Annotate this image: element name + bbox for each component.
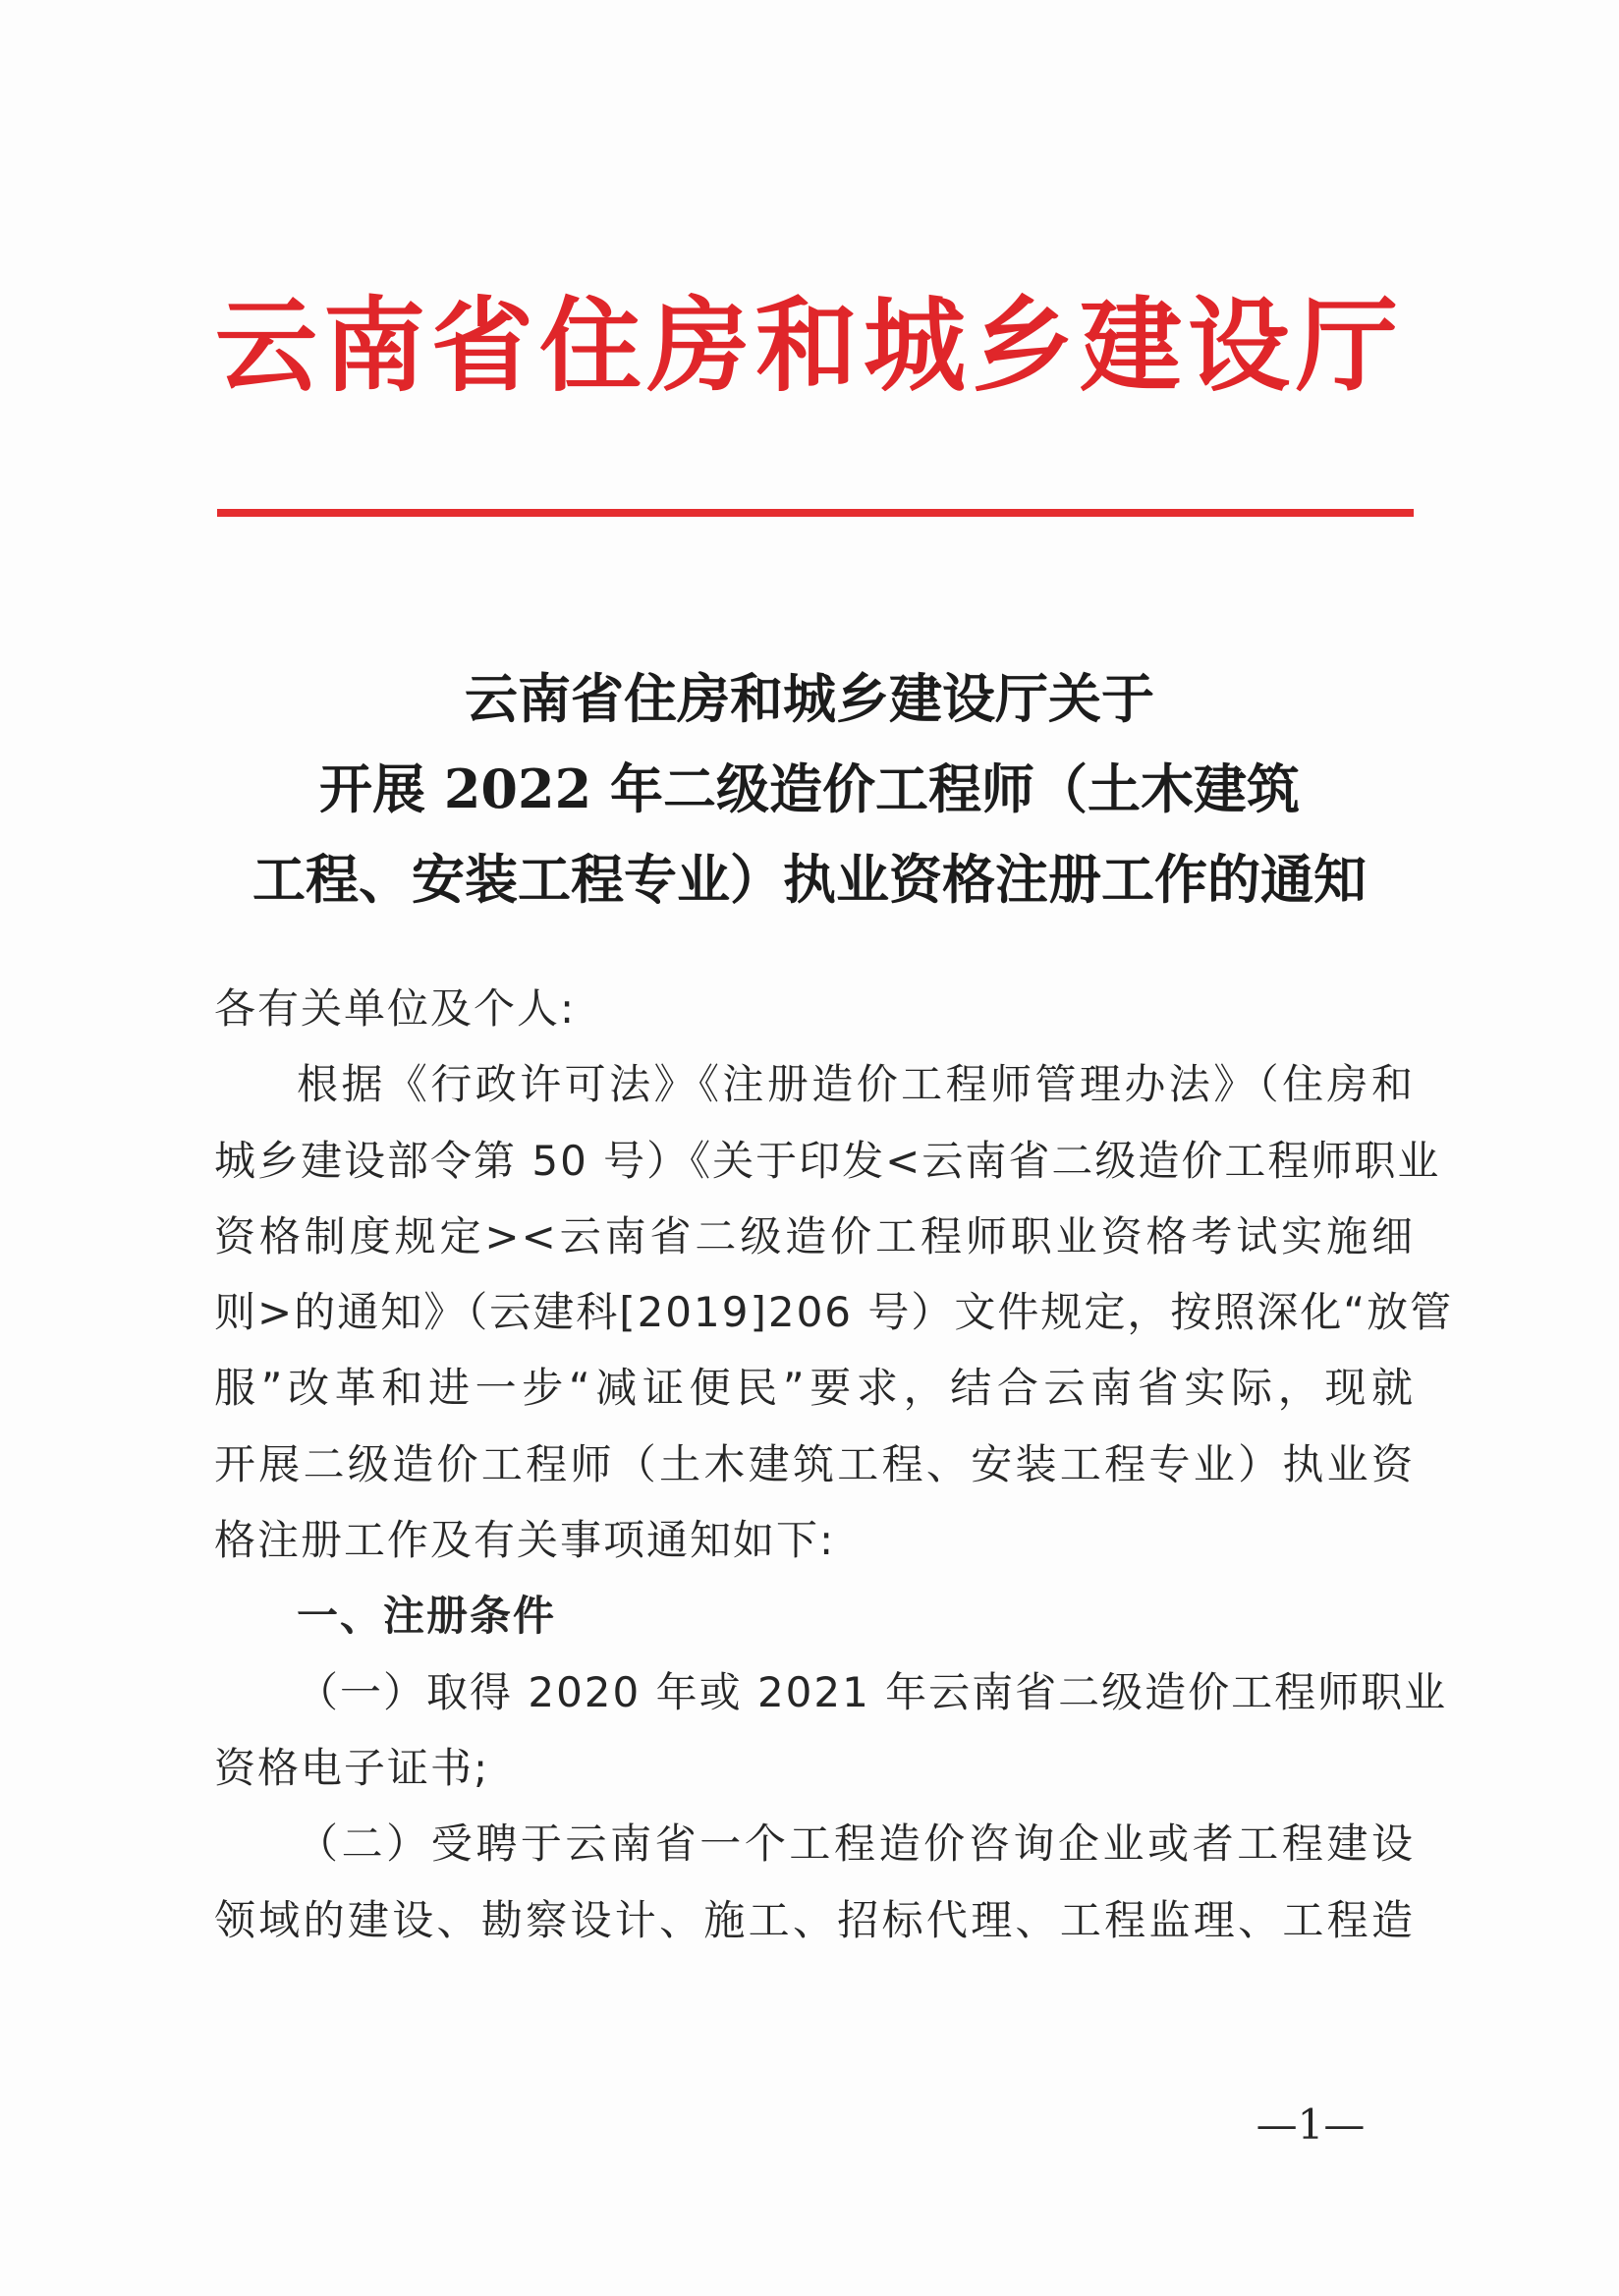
document-body bbox=[214, 971, 1454, 1958]
title-line: 云南省住房和城乡建设厅关于 bbox=[465, 667, 1154, 730]
paragraph-line: 资格制度规定><云南省二级造价工程师职业资格考试实施细 bbox=[214, 1211, 1415, 1260]
page-number: —1— bbox=[1256, 2100, 1366, 2149]
title-line: 开展 2022 年二级造价工程师（土木建筑 bbox=[319, 757, 1300, 820]
salutation: 各有关单位及个人: bbox=[214, 984, 577, 1033]
letterhead-red-divider bbox=[217, 509, 1414, 517]
paragraph-line: 开展二级造价工程师（土木建筑工程、安装工程专业）执业资 bbox=[214, 1439, 1415, 1488]
section-heading: 一、注册条件 bbox=[297, 1592, 557, 1641]
agency-letterhead-title: 云南省住房和城乡建设厅 bbox=[214, 285, 1404, 406]
paragraph-line: 格注册工作及有关事项通知如下: bbox=[214, 1516, 836, 1565]
show-through-artifact bbox=[246, 408, 258, 453]
document-title bbox=[157, 653, 1462, 924]
item-line: 资格电子证书; bbox=[214, 1743, 490, 1792]
item-line: （一）取得 2020 年或 2021 年云南省二级造价工程师职业 bbox=[297, 1667, 1448, 1716]
paragraph-line: 则>的通知》（云建科[2019]206 号）文件规定，按照深化“放管 bbox=[214, 1288, 1454, 1337]
item-line: 领域的建设、勘察设计、施工、招标代理、工程监理、工程造 bbox=[214, 1895, 1415, 1944]
title-line: 工程、安装工程专业）执业资格注册工作的通知 bbox=[252, 848, 1367, 911]
paragraph-line: 服”改革和进一步“减证便民”要求，结合云南省实际，现就 bbox=[214, 1364, 1415, 1413]
paragraph-line: 根据《行政许可法》《注册造价工程师管理办法》（住房和 bbox=[297, 1060, 1415, 1109]
paragraph-line: 城乡建设部令第 50 号）《关于印发<云南省二级造价工程师职业 bbox=[214, 1136, 1441, 1185]
item-line: （二）受聘于云南省一个工程造价咨询企业或者工程建设 bbox=[297, 1820, 1415, 1869]
